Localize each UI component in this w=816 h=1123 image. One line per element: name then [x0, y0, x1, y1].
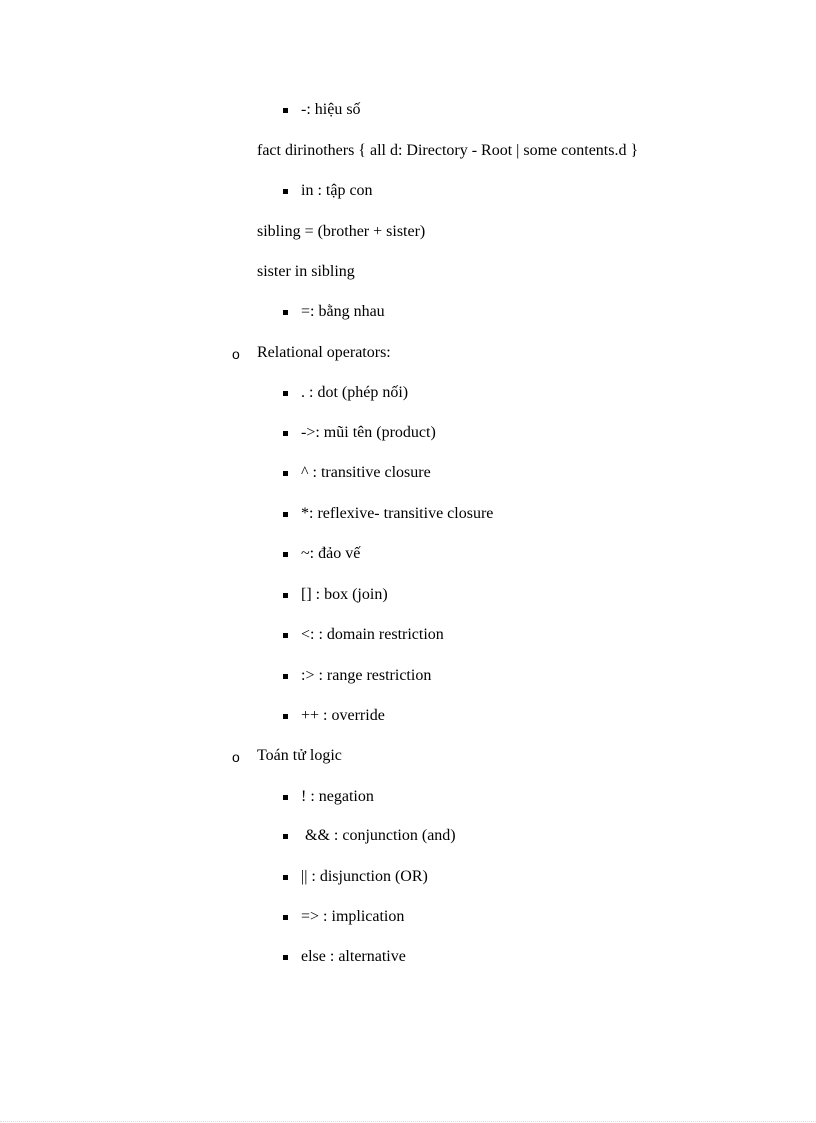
square-bullet-icon	[283, 834, 288, 839]
list-item-override: ++ : override	[301, 707, 385, 724]
square-bullet-icon	[283, 795, 288, 800]
list-item-arrow: ->: mũi tên (product)	[301, 424, 436, 441]
list-item-transpose: ~: đảo vế	[301, 545, 361, 562]
square-bullet-icon	[283, 674, 288, 679]
square-bullet-icon	[283, 391, 288, 396]
code-line-sibling: sibling = (brother + sister)	[257, 223, 426, 240]
square-bullet-icon	[283, 310, 288, 315]
square-bullet-icon	[283, 875, 288, 880]
list-item-disjunction: || : disjunction (OR)	[301, 868, 428, 885]
list-item-range-restriction: :> : range restriction	[301, 667, 432, 684]
square-bullet-icon	[283, 471, 288, 476]
square-bullet-icon	[283, 189, 288, 194]
list-item-domain-restriction: <: : domain restriction	[301, 626, 444, 643]
square-bullet-icon	[283, 915, 288, 920]
square-bullet-icon	[283, 593, 288, 598]
square-bullet-icon	[283, 633, 288, 638]
square-bullet-icon	[283, 108, 288, 113]
list-item-implication: => : implication	[301, 908, 405, 925]
list-item-equals: =: bằng nhau	[301, 303, 385, 320]
section-heading-logic: Toán tử logic	[257, 747, 342, 764]
list-item-transitive-closure: ^ : transitive closure	[301, 464, 431, 481]
code-line-sister-in-sibling: sister in sibling	[257, 263, 355, 280]
square-bullet-icon	[283, 552, 288, 557]
page-bottom-divider	[0, 1121, 816, 1122]
list-item-dot: . : dot (phép nối)	[301, 384, 409, 401]
list-item-reflexive-transitive: *: reflexive- transitive closure	[301, 505, 494, 522]
list-item-conjunction: && : conjunction (and)	[301, 827, 456, 844]
square-bullet-icon	[283, 431, 288, 436]
circle-bullet-icon: o	[232, 346, 240, 362]
list-item-box-join: [] : box (join)	[301, 586, 388, 603]
code-line-fact: fact dirinothers { all d: Directory - Root | some contents.d }	[257, 142, 639, 159]
circle-bullet-icon: o	[232, 749, 240, 765]
list-item-difference: -: hiệu số	[301, 101, 361, 118]
square-bullet-icon	[283, 714, 288, 719]
list-item-negation: ! : negation	[301, 788, 374, 805]
section-heading-relational: Relational operators:	[257, 344, 391, 361]
square-bullet-icon	[283, 955, 288, 960]
list-item-subset: in : tập con	[301, 182, 373, 199]
list-item-alternative: else : alternative	[301, 948, 406, 965]
square-bullet-icon	[283, 512, 288, 517]
